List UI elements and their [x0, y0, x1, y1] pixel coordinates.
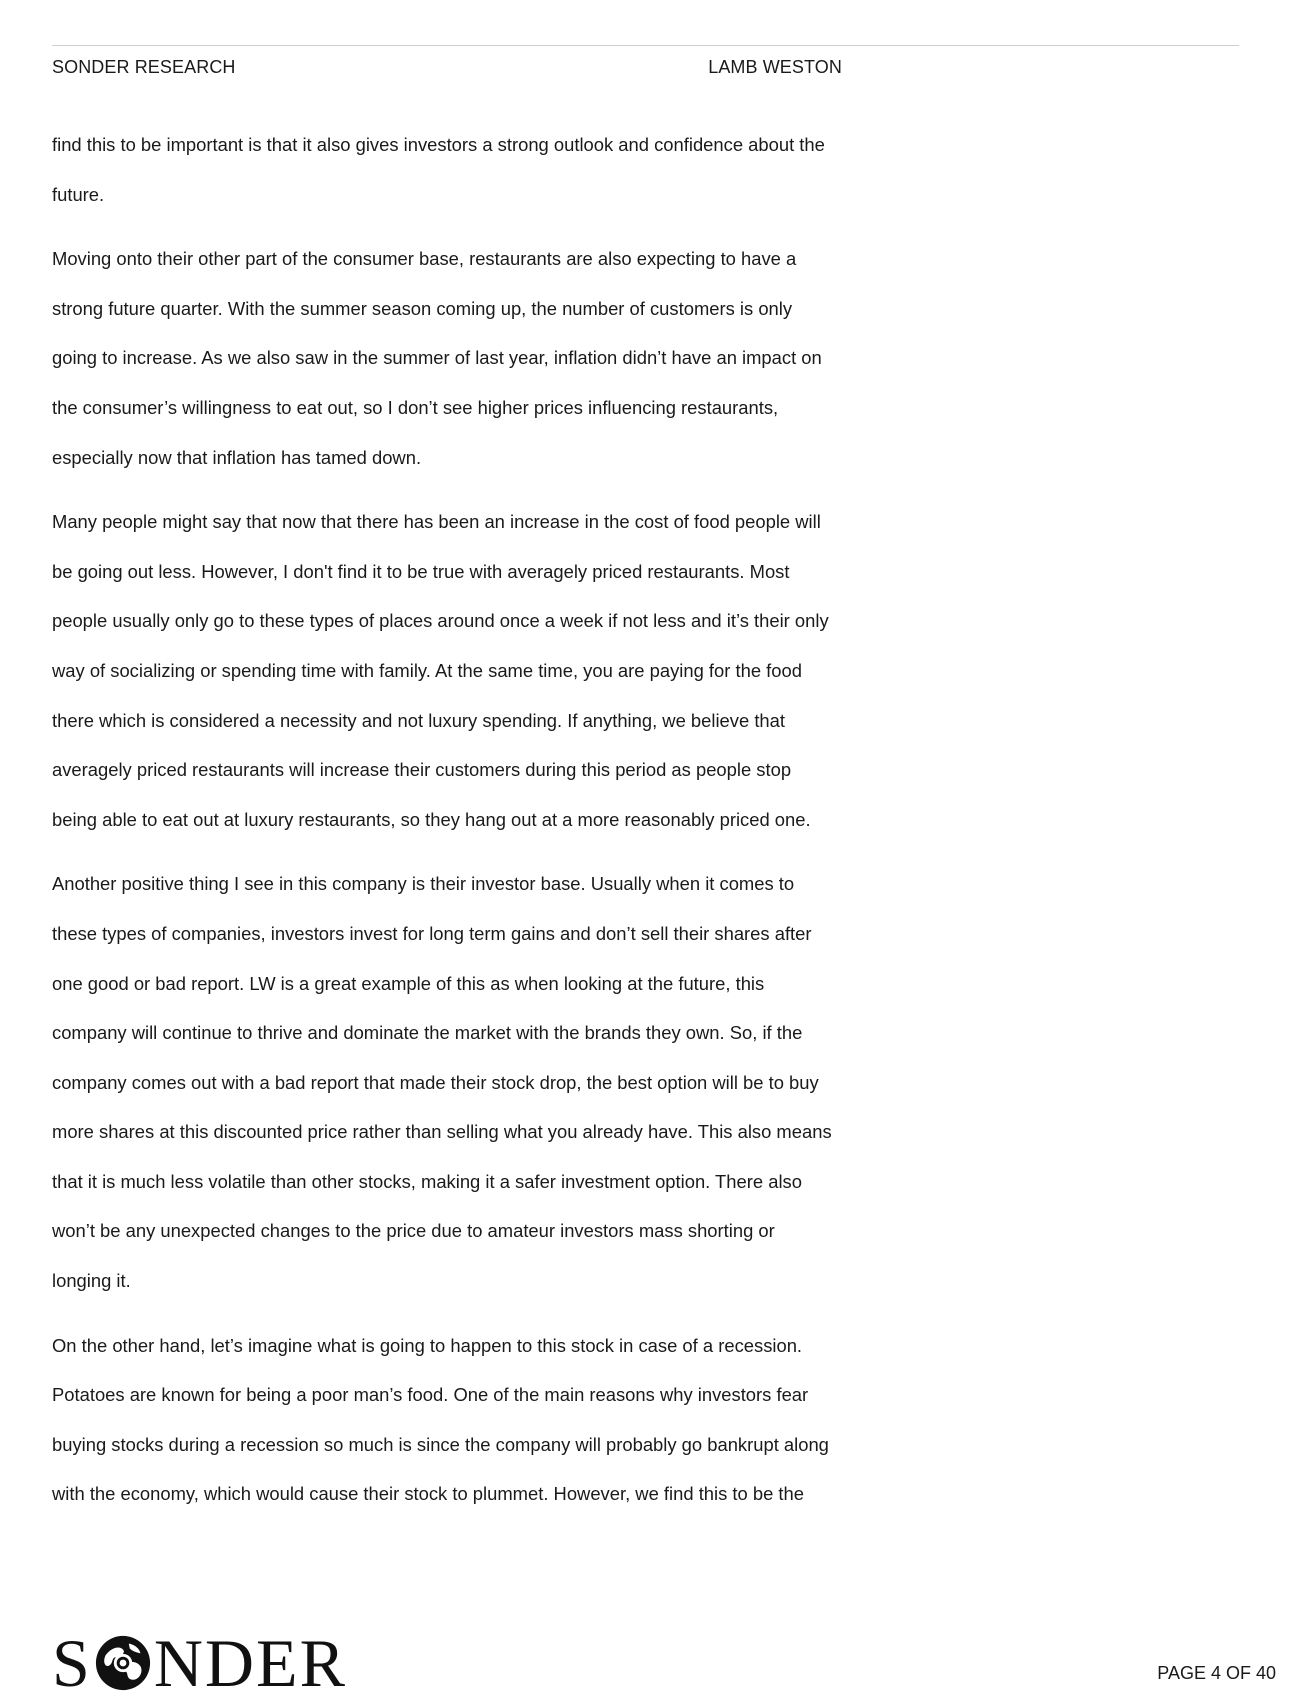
- text-line: be going out less. However, I don't find it to be true with averagely priced restaurants. Most: [52, 560, 790, 582]
- paragraph: [52, 497, 857, 844]
- text-line: people usually only go to these types of places around once a week if not less and it’s their only: [52, 610, 829, 632]
- header-rule: [52, 45, 1239, 46]
- text-line: buying stocks during a recession so much is since the company will probably go bankrupt along: [52, 1433, 829, 1455]
- text-line: one good or bad report. LW is a great example of this as when looking at the future, this: [52, 972, 765, 994]
- paragraph: [52, 120, 857, 219]
- paragraph: [52, 1321, 857, 1519]
- text-line: there which is considered a necessity and not luxury spending. If anything, we believe that: [52, 709, 785, 731]
- text-line: Potatoes are known for being a poor man’s food. One of the main reasons why investors fear: [52, 1384, 809, 1406]
- header-company: LAMB WESTON: [708, 57, 842, 77]
- text-line: way of socializing or spending time with family. At the same time, you are paying for the food: [52, 659, 802, 681]
- text-line: Another positive thing I see in this company is their investor base. Usually when it comes to: [52, 873, 795, 895]
- paragraph: [52, 859, 857, 1305]
- text-line: that it is much less volatile than other stocks, making it a safer investment option. There also: [52, 1170, 802, 1192]
- text-line: Many people might say that now that there has been an increase in the cost of food people will: [52, 511, 821, 533]
- body-text: [52, 120, 857, 1534]
- text-line: won’t be any unexpected changes to the price due to amateur investors mass shorting or: [52, 1220, 775, 1242]
- running-header: [52, 53, 842, 81]
- sonder-logo: [52, 1625, 347, 1701]
- text-line: going to increase. As we also saw in the summer of last year, inflation didn’t have an impact on: [52, 347, 822, 369]
- text-line: company comes out with a bad report that made their stock drop, the best option will be to buy: [52, 1071, 819, 1093]
- text-line: longing it.: [52, 1270, 131, 1292]
- text-line: company will continue to thrive and dominate the market with the brands they own. So, if the: [52, 1022, 803, 1044]
- paragraph: [52, 234, 857, 482]
- text-line: the consumer’s willingness to eat out, so I don’t see higher prices influencing restaurants,: [52, 396, 779, 418]
- text-line: strong future quarter. With the summer season coming up, the number of customers is only: [52, 297, 793, 319]
- text-line: averagely priced restaurants will increase their customers during this period as people stop: [52, 759, 792, 781]
- text-line: being able to eat out at luxury restaurants, so they hang out at a more reasonably priced one.: [52, 808, 811, 830]
- text-line: find this to be important is that it also gives investors a strong outlook and confidence about the: [52, 134, 825, 155]
- globe-icon: [94, 1634, 152, 1692]
- header-publisher: SONDER RESEARCH: [52, 57, 236, 77]
- text-line: Moving onto their other part of the consumer base, restaurants are also expecting to have a: [52, 248, 797, 270]
- logo-letter-s: S: [52, 1625, 92, 1701]
- text-line: these types of companies, investors invest for long term gains and don’t sell their shares after: [52, 922, 812, 944]
- text-line: especially now that inflation has tamed down.: [52, 446, 422, 468]
- page-number: PAGE 4 OF 40: [1157, 1663, 1276, 1683]
- text-line: more shares at this discounted price rather than selling what you already have. This also means: [52, 1121, 832, 1143]
- logo-letters: NDER: [153, 1625, 347, 1701]
- text-line: On the other hand, let’s imagine what is going to happen to this stock in case of a recession.: [52, 1334, 803, 1356]
- text-line: with the economy, which would cause their stock to plummet. However, we find this to be the: [52, 1483, 804, 1505]
- text-line: future.: [52, 183, 105, 205]
